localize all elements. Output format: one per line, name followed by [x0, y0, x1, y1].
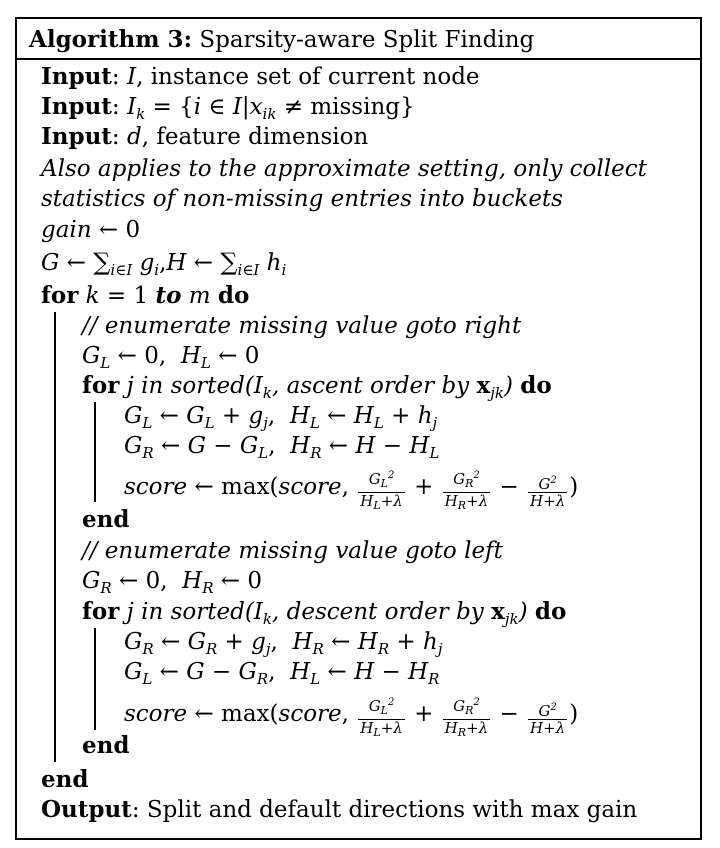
right-for: for j in $sorted(I_k$, ascent order by $x_{jk}$) do [82, 372, 552, 402]
outer-loop-bar [54, 312, 56, 762]
left-stmt-1: $G_R$ ← $G_R + g_j$, $H_R$ ← $H_R + h_j$ [124, 629, 443, 658]
comment-goto-right: // enumerate missing value goto right [82, 313, 522, 339]
algorithm-number: Algorithm 3: [29, 26, 193, 53]
note-line-1: Also applies to the approximate setting, only collect [41, 156, 647, 182]
note-line-2: statistics of non-missing entries into buckets [41, 186, 563, 212]
right-score: score ← max(score, $\frac{G_L^2}{H_L+\lambda}$ + $\frac{G_R^2}{H_R+\lambda}$ − $\frac{G^2}{H+\lambda}$ ) [124, 470, 579, 512]
right-stmt-1: $G_L$ ← $G_L + g_j$, $H_L$ ← $H_L + h_j$ [124, 403, 438, 432]
input-label: Input [41, 93, 112, 120]
output-line: Output: Split and default directions with max gain [41, 796, 638, 823]
right-stmt-2: $G_R$ ← $G - G_L$, $H_R$ ← $H - H_L$ [124, 433, 440, 462]
outer-end: end [41, 766, 89, 793]
right-end: end [82, 506, 130, 533]
algorithm-name: Sparsity-aware Split Finding [199, 27, 535, 53]
input-label: Input [41, 123, 112, 150]
right-inner-bar [94, 402, 96, 502]
gain-init: gain ← 0 [41, 217, 141, 243]
outer-for: for k = 1 to m do [41, 282, 250, 309]
left-score: score ← max(score, $\frac{G_L^2}{H_L+\lambda}$ + $\frac{G_R^2}{H_R+\lambda}$ − $\frac{G^2}{H+\lambda}$ ) [124, 697, 579, 739]
left-for: for j in $sorted(I_k$, descent order by $x_{jk}$) do [82, 598, 567, 628]
left-init: $G_R$ ← 0, $H_R$ ← 0 [82, 568, 263, 597]
input-line-2: Input: $I_k = \{i$ ∈ $I|x_{ik} \ne missing$} [41, 93, 415, 123]
input-line-3: Input: d, feature dimension [41, 123, 369, 150]
left-inner-bar [94, 628, 96, 730]
comment-goto-left: // enumerate missing value goto left [82, 538, 503, 564]
left-stmt-2: $G_L$ ← $G - G_R$, $H_L$ ← $H - H_R$ [124, 659, 440, 688]
input-line-1: Input: I, instance set of current node [41, 63, 480, 90]
title-rule [15, 58, 702, 60]
left-end: end [82, 732, 130, 759]
input-label: Input [41, 63, 112, 90]
output-text: Split and default directions with max gain [146, 797, 638, 823]
totals-init: G ← $\sum_{i\in I}$ $g_i,H$ ← $\sum_{i\in I}$ $h_i$ [41, 248, 287, 279]
algorithm-title [29, 26, 534, 54]
right-init: $G_L$ ← 0, $H_L$ ← 0 [82, 343, 260, 372]
output-label: Output [41, 796, 132, 823]
